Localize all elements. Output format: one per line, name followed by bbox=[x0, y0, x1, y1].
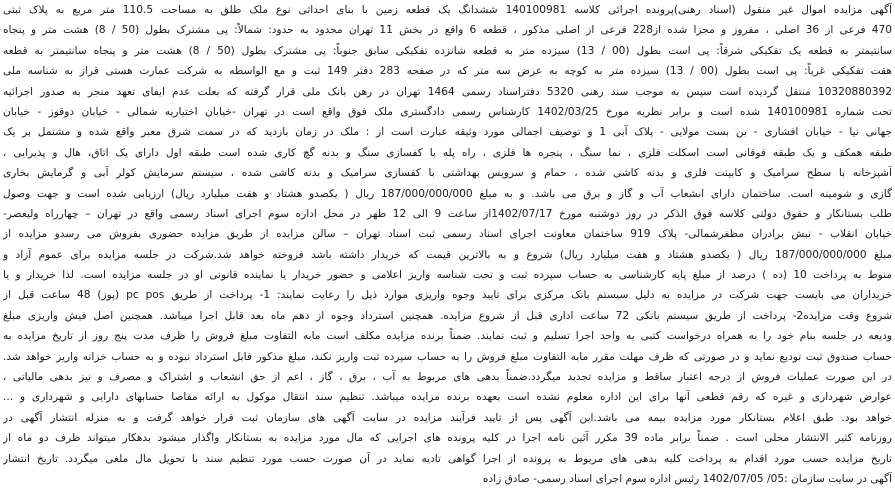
notice-line-7: جهانی نیا - خیابان افشاری - بن بست مولایی - پلاک آبی 1 و توصیف اجمالی مورد وثیقه عبارت است از : ملک در زمان بازدید که در سمت شرق معبر واقع شده و مشتمل بر یک bbox=[3, 126, 892, 139]
notice-line-14: منوط به پرداخت 10 (ده ) درصد از مبلغ پایه کارشناسی به حساب سپرده ثبت و تحت شناسه واریز اعلامی و حضور خریدار یا نماینده قانونی او در جلسه مزایده است. لذا خریدار و یا bbox=[3, 269, 892, 282]
notice-line-5: 10320880392 منتقل گردیده است سپس به موجب سند رهنی 5320 دفتراسناد رسمی 1464 تهران در رهن بانک ملی قرار گرفته که بعلت عدم ایفای تعهد منجر به صدور اجرائیه bbox=[3, 85, 892, 98]
notice-line-21: خواهد بود. طبق اعلام بستانکار مورد مزایده بیمه می باشد.این آگهی پس از تایید فرآیند مزایده در سایت آگهی های سازمان ثبت قرار خواهد گرفت و به منزله انتشار آگهی در bbox=[3, 411, 892, 424]
notice-line-15: خریداران می بایست جهت شرکت در مزایده به دلیل سیستم بانک مرکزی برای تایید وجوه واریزی موارد ذیل را رعایت نمایند: 1- پرداخت از طریق pc pos (پوز) 48 ساعت قبل از bbox=[3, 289, 892, 302]
notice-line-19: در این صورت عملیات فروش از درجه اعتبار ساقط و مزایده تجدید میگردد.ضمناً بدهی های مربوط به آب ، برق ، گاز ، اعم از حق انشعاب و اشتراک و مصرف و نیز بدهی مالیاتی ، bbox=[3, 371, 892, 384]
notice-line-2: 470 فرعی از 36 اصلی ، مفروز و مجزا شده از228 فرعی از اصلی مذکور ، قطعه 6 واقع در بخش 11 تهران محدود به حدود: شمالاً: پی مشترک بطول (50 / 8) هشت متر و پنجاه bbox=[3, 24, 892, 37]
notice-line-10: گازی و شومینه است. ساختمان دارای انشعاب آب و گاز و برق می باشد. و به مبلغ 187/000/000/000 ریال ( یکصدو هشتاد و هفت میلیارد ریال) ارزیابی شده است و جهت وصول bbox=[3, 187, 892, 200]
notice-line-17: ودیعه در جلسه بنام خود را به همراه درخواست کتبی به واحد اجرا تسلیم و ثبت نمایند. ضمناً برنده مزایده مکلف است مابه التفاوت مبلغ فروش را ظرف مدت پنج روز از تاریخ مزایده به bbox=[3, 330, 892, 343]
notice-line-12: خیابان انقلاب - نبش برادران مظفرشمالی- پلاک 919 ساختمان معاونت اجرای اسناد رسمی ثبت اسناد تهران – سالن مزایده از طریق مزایده حضوری بفروش می رسدو مزایده از bbox=[3, 228, 892, 241]
notice-line-9: آشپزخانه با سطح سرامیک و کابینت فلزی و بدنه کاشی شده ، حمام و سرویس بهداشتی با کفسازی سرامیک و بدنه کاشی شده ، سیستم سرمایش کولر آبی و گرمایش بخاری bbox=[3, 167, 892, 180]
notice-line-24-signature: آگهی در سایت سازمان :05/ 1402/07/05 رئیس اداره سوم اجرای اسناد رسمی- صادق زاده bbox=[482, 472, 892, 485]
notice-line-11: طلب بستانکار و حقوق دولتی کلاسه فوق الذکر در روز دوشنبه مورخ 1402/07/17از ساعت 9 الی 12 ظهر در محل اداره سوم اجرای اسناد رسمی واقع در تهران – چهارراه ولیعصر- bbox=[3, 207, 892, 220]
notice-line-1: آگهی مزایده اموال غیر منقول (اسناد رهنی)پرونده اجرائی کلاسه 140100981 ششدانگ یک قطعه زمین با بنای احداثی نوع ملک طلق به مساحت 110.5 متر مربع به پلاک ثبتی bbox=[3, 4, 892, 16]
notice-line-3: سانتیمتر به قطعه یک تفکیکی شرقاً: پی است بطول (00 / 13) سیزده متر به قطعه شانزده تفکیکی سابق جنوباً: پی مشترک بطول (50 / 8) هشت متر و پنجاه سانتیمتر به قطعه bbox=[3, 44, 892, 57]
notice-line-23: تاریخ مزایده حسب مورد اقدام به پرداخت کلیه بدهی های مربوط به پرونده از اجرا گواهی تادیه نماید در آن صورت حسب مورد تنظیم سند با تحویل مال ملغی میگردد. تاریخ انتشار bbox=[3, 452, 892, 465]
notice-line-22: روزنامه کثیر الانتشار محلی است . ضمناً برابر ماده 39 مکرر آئین نامه اجرا در کلیه پرونده های اجرایی که مال مورد مزایده به بستانکار واگذار میشود بدهکار میتواند ظرف دو ماه از bbox=[3, 432, 892, 445]
notice-line-18: حساب صندوق ثبت تودیع نماید و در صورتی که ظرف مهلت مقرر مابه التفاوت مبلغ فروش را به حساب سپرده ثبت واریز نکند، مبلغ مذکور قابل استرداد نبوده و به حساب خزانه واریز خواهد شد. bbox=[3, 350, 892, 363]
notice-line-13: مبلغ 187/000/000/000 ریال ( یکصدو هشتاد و هفت میلیارد ریال) شروع و به بالاترین قیمت که خریدار داشته باشد فروخته خواهد شد.شرکت در جلسه مزایده برای عموم آزاد و bbox=[3, 248, 892, 261]
notice-line-16: شروع وقت مزایده2- پرداخت از طریق سیستم بانکی 72 ساعت اداری قبل از شروع مزایده. همچنین استرداد وجوه از دهم ماه بعد قابل اجرا میباشد. همچنین اصل فیش واریزی مبلغ bbox=[3, 309, 892, 322]
notice-line-20: عوارض شهرداری و غیره که رقم قطعی آنها برای این اداره معلوم نشده است بعهده برنده مزایده میباشد. تنظیم سند انتقال موکول به ارائه مفاصا حسابهای دارایی و شهرداری و ... bbox=[3, 391, 892, 404]
notice-line-4: هفت تفکیکی غرباً: پی است بطول (00 / 13) سیزده متر به کوچه به عرض سه متر که در صفحه 283 دفتر 149 ثبت و مع الواسطه به شرکت عمارت هستی قراز به شناسه ملی bbox=[3, 65, 892, 78]
notice-line-6: تحت شماره 140100981 شده است و برابر نظریه مورخ 1402/03/25 کارشناس رسمی دادگستری ملک فوق واقع است در تهران -خیابان اختیاریه شمالی - خیابان دوقوز - خیابان bbox=[3, 105, 892, 118]
notice-line-8: طبقه همکف و یک طبقه فوقانی است اسکلت فلزی ، نما سنگ ، پنجره ها فلزی ، راه پله با کفسازی سنگ و بدنه گچ کاری شده است طبقه اول دارای یک اتاق، هال و پذیرایی ، bbox=[3, 146, 892, 159]
